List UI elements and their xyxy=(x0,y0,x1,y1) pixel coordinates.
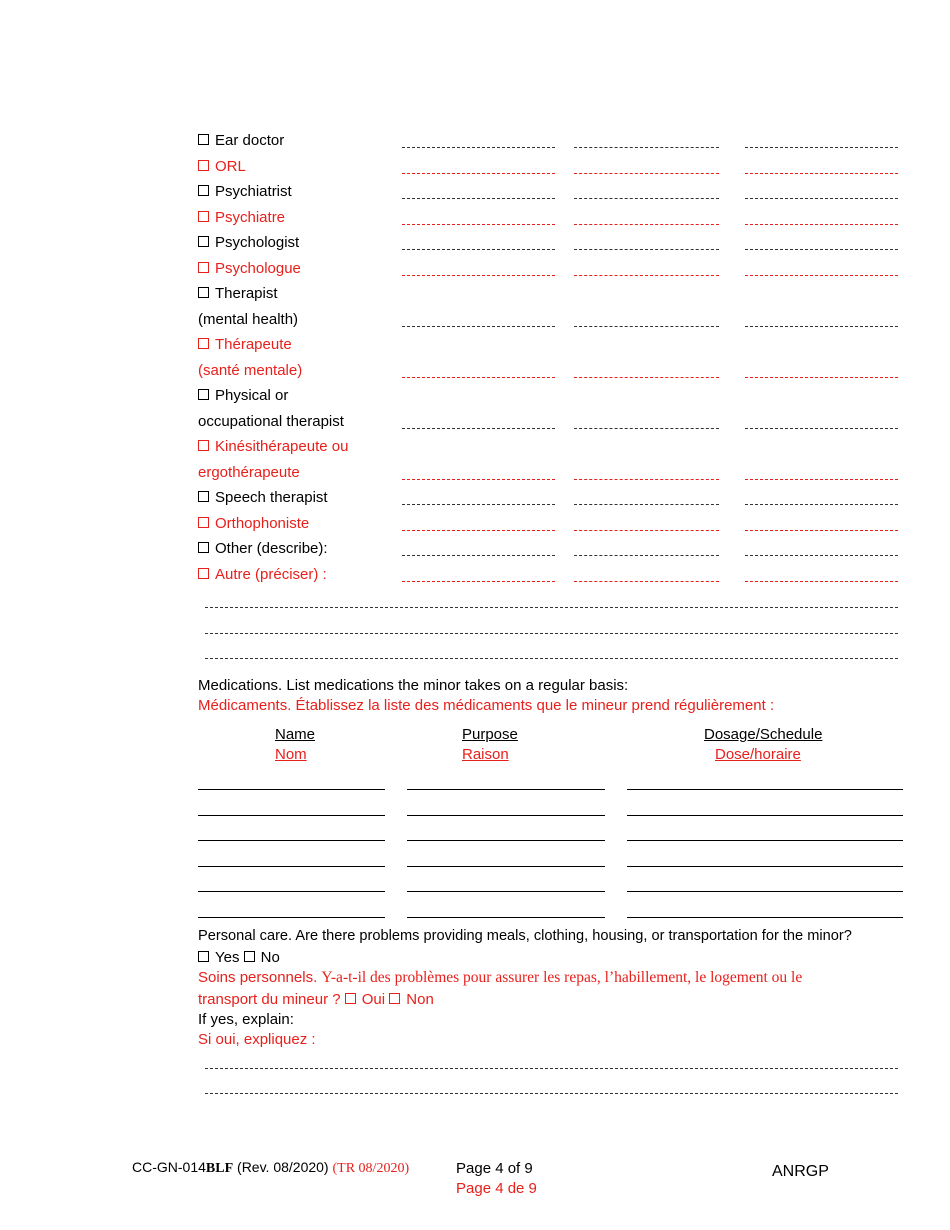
medication-line[interactable] xyxy=(198,815,385,816)
checkbox-icon[interactable] xyxy=(198,134,209,145)
checkbox-icon[interactable] xyxy=(198,211,209,222)
field-line[interactable] xyxy=(745,479,898,480)
checkbox-icon[interactable] xyxy=(198,338,209,349)
describe-line[interactable] xyxy=(205,607,898,608)
provider-ear-doctor[interactable]: Ear doctor xyxy=(198,132,284,150)
checkbox-icon[interactable] xyxy=(389,993,400,1004)
field-line[interactable] xyxy=(574,326,719,327)
form-number: CC-GN-014BLF (Rev. 08/2020) (TR 08/2020) xyxy=(132,1159,410,1176)
field-line[interactable] xyxy=(574,147,719,148)
field-line[interactable] xyxy=(402,275,555,276)
personal-care-options-en: Yes No xyxy=(198,949,280,967)
provider-orl[interactable]: ORL xyxy=(198,158,246,176)
field-line[interactable] xyxy=(402,428,555,429)
page-number-en: Page 4 of 9 xyxy=(456,1160,533,1177)
provider-autre[interactable]: Autre (préciser) : xyxy=(198,566,327,584)
personal-care-question-fr: Soins personnels. Y-a-t-il des problèmes pour assurer les repas, l’habillement, le logement ou le xyxy=(198,969,803,986)
col-header-purpose: Purpose xyxy=(462,726,518,743)
medications-title-fr: Médicaments. Établissez la liste des médicaments que le mineur prend régulièrement : xyxy=(198,697,775,714)
field-line[interactable] xyxy=(574,173,719,174)
checkbox-icon[interactable] xyxy=(198,951,209,962)
field-line[interactable] xyxy=(402,147,555,148)
field-line[interactable] xyxy=(402,249,555,250)
field-line[interactable] xyxy=(402,479,555,480)
field-line[interactable] xyxy=(402,504,555,505)
checkbox-icon[interactable] xyxy=(244,951,255,962)
checkbox-icon[interactable] xyxy=(198,262,209,273)
medication-line[interactable] xyxy=(627,789,903,790)
field-line[interactable] xyxy=(745,224,898,225)
medication-line[interactable] xyxy=(627,917,903,918)
page-number-fr: Page 4 de 9 xyxy=(456,1180,537,1197)
field-line[interactable] xyxy=(745,555,898,556)
field-line[interactable] xyxy=(745,377,898,378)
checkbox-icon[interactable] xyxy=(198,389,209,400)
field-line[interactable] xyxy=(402,173,555,174)
field-line[interactable] xyxy=(745,530,898,531)
col-header-raison: Raison xyxy=(462,746,509,763)
medication-line[interactable] xyxy=(627,866,903,867)
provider-psychiatrist[interactable]: Psychiatrist xyxy=(198,183,292,201)
provider-psychologist[interactable]: Psychologist xyxy=(198,234,299,252)
field-line[interactable] xyxy=(574,504,719,505)
medications-title-en: Medications. List medications the minor takes on a regular basis: xyxy=(198,677,629,694)
medication-line[interactable] xyxy=(627,815,903,816)
describe-line[interactable] xyxy=(205,658,898,659)
col-header-nom: Nom xyxy=(275,746,307,763)
field-line[interactable] xyxy=(402,555,555,556)
checkbox-icon[interactable] xyxy=(198,517,209,528)
col-header-name: Name xyxy=(275,726,316,743)
field-line[interactable] xyxy=(574,249,719,250)
medication-line[interactable] xyxy=(407,891,605,892)
provider-therapeute-line2: (santé mentale) xyxy=(198,362,303,379)
medication-line[interactable] xyxy=(627,840,903,841)
field-line[interactable] xyxy=(745,249,898,250)
org-label: ANRGP xyxy=(772,1163,829,1180)
field-line[interactable] xyxy=(402,198,555,199)
field-line[interactable] xyxy=(574,479,719,480)
provider-therapist[interactable]: Therapist xyxy=(198,285,278,303)
field-line[interactable] xyxy=(574,428,719,429)
field-line[interactable] xyxy=(745,198,898,199)
field-line[interactable] xyxy=(745,147,898,148)
field-line[interactable] xyxy=(745,173,898,174)
medication-line[interactable] xyxy=(407,866,605,867)
medication-line[interactable] xyxy=(198,789,385,790)
provider-kinesitherapeute-line2: ergothérapeute xyxy=(198,464,300,481)
provider-psychiatre[interactable]: Psychiatre xyxy=(198,209,285,227)
field-line[interactable] xyxy=(574,581,719,582)
checkbox-icon[interactable] xyxy=(198,440,209,451)
field-line[interactable] xyxy=(402,377,555,378)
checkbox-icon[interactable] xyxy=(198,236,209,247)
field-line[interactable] xyxy=(574,530,719,531)
field-line[interactable] xyxy=(574,555,719,556)
checkbox-icon[interactable] xyxy=(198,568,209,579)
checkbox-icon[interactable] xyxy=(198,160,209,171)
medication-line[interactable] xyxy=(198,840,385,841)
medication-line[interactable] xyxy=(407,789,605,790)
medication-line[interactable] xyxy=(198,917,385,918)
medication-line[interactable] xyxy=(407,840,605,841)
provider-therapist-line2: (mental health) xyxy=(198,311,299,328)
field-line[interactable] xyxy=(745,504,898,505)
checkbox-icon[interactable] xyxy=(198,287,209,298)
medication-line[interactable] xyxy=(198,866,385,867)
describe-line[interactable] xyxy=(205,633,898,634)
checkbox-icon[interactable] xyxy=(198,185,209,196)
checkbox-icon[interactable] xyxy=(198,542,209,553)
provider-psychologue[interactable]: Psychologue xyxy=(198,260,301,278)
explain-line[interactable] xyxy=(205,1068,898,1069)
provider-physical-therapist-line2: occupational therapist xyxy=(198,413,344,430)
medication-line[interactable] xyxy=(627,891,903,892)
explain-line[interactable] xyxy=(205,1093,898,1094)
provider-orthophoniste[interactable]: Orthophoniste xyxy=(198,515,309,533)
explain-label-fr: Si oui, expliquez : xyxy=(198,1031,316,1048)
field-line[interactable] xyxy=(574,275,719,276)
field-line[interactable] xyxy=(745,428,898,429)
field-line[interactable] xyxy=(402,224,555,225)
col-header-dosage: Dosage/Schedule xyxy=(704,726,823,743)
provider-physical-therapist[interactable]: Physical or xyxy=(198,387,288,405)
medication-line[interactable] xyxy=(407,917,605,918)
explain-label-en: If yes, explain: xyxy=(198,1011,294,1028)
checkbox-icon[interactable] xyxy=(345,993,356,1004)
checkbox-icon[interactable] xyxy=(198,491,209,502)
field-line[interactable] xyxy=(574,224,719,225)
provider-kinesitherapeute[interactable]: Kinésithérapeute ou xyxy=(198,438,348,456)
field-line[interactable] xyxy=(574,377,719,378)
provider-therapeute[interactable]: Thérapeute xyxy=(198,336,292,354)
medication-line[interactable] xyxy=(407,815,605,816)
provider-other[interactable]: Other (describe): xyxy=(198,540,328,558)
field-line[interactable] xyxy=(745,326,898,327)
field-line[interactable] xyxy=(574,198,719,199)
field-line[interactable] xyxy=(402,530,555,531)
field-line[interactable] xyxy=(402,581,555,582)
col-header-dose: Dose/horaire xyxy=(715,746,801,763)
personal-care-question-en: Personal care. Are there problems providing meals, clothing, housing, or transportation for the minor? xyxy=(198,928,852,944)
personal-care-options-fr: transport du mineur ? Oui Non xyxy=(198,991,434,1008)
medication-line[interactable] xyxy=(198,891,385,892)
field-line[interactable] xyxy=(402,326,555,327)
field-line[interactable] xyxy=(745,275,898,276)
provider-speech-therapist[interactable]: Speech therapist xyxy=(198,489,328,507)
field-line[interactable] xyxy=(745,581,898,582)
